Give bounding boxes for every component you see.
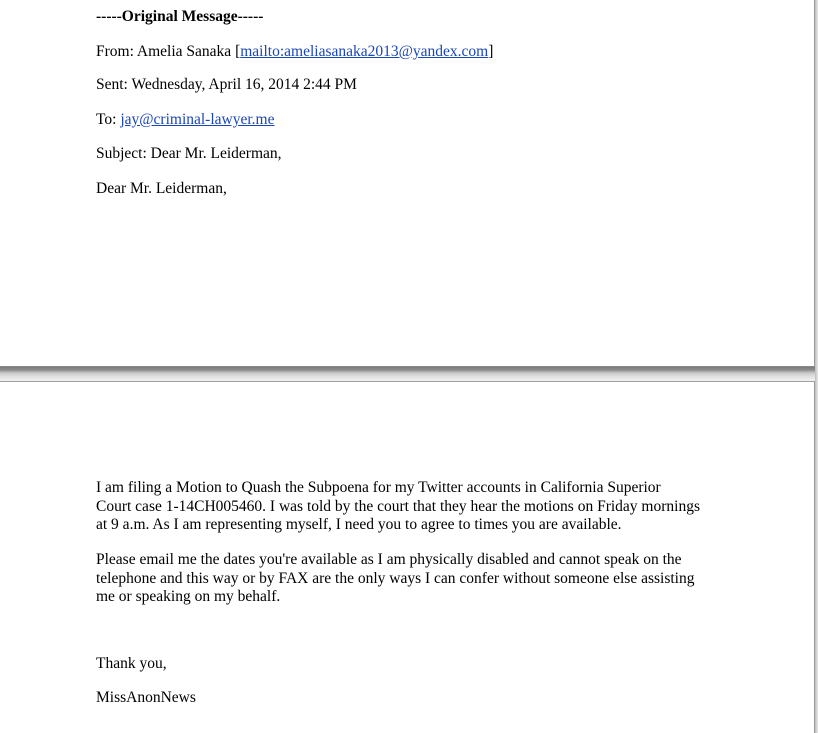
from-bracket-open: [ [235, 43, 241, 60]
from-bracket-close: ] [488, 43, 494, 60]
body-paragraph-2 [96, 551, 756, 607]
page-separator [0, 367, 818, 381]
paragraph-line: me or speaking on my behalf. [96, 588, 281, 605]
salutation: Dear Mr. Leiderman, [96, 180, 227, 197]
to-email-link[interactable]: jay@criminal-lawyer.me [120, 111, 275, 128]
body-paragraph-1 [96, 479, 756, 535]
subject-line: Subject: Dear Mr. Leiderman, [96, 145, 282, 162]
to-label: To: [96, 111, 121, 128]
document-page-2 [0, 381, 815, 733]
paragraph-line: Please email me the dates you're available as I am physically disabled and cannot speak on the [96, 551, 682, 568]
sent-line: Sent: Wednesday, April 16, 2014 2:44 PM [96, 76, 357, 93]
signature: MissAnonNews [96, 689, 196, 706]
to-line [96, 111, 274, 129]
document-page-1 [0, 0, 815, 367]
from-label: From: [96, 43, 137, 60]
closing: Thank you, [96, 655, 167, 672]
from-line [96, 43, 493, 61]
from-name: Amelia Sanaka [136, 43, 236, 60]
paragraph-line: Court case 1-14CH005460. I was told by the court that they hear the motions on Friday mornings [96, 497, 700, 515]
original-message-header: -----Original Message----- [96, 8, 264, 25]
paragraph-line: telephone and this way or by FAX are the only ways I can confer without someone else assisting [96, 569, 695, 587]
from-email-link[interactable]: mailto:ameliasanaka2013@yandex.com [240, 43, 489, 60]
paragraph-line: I am filing a Motion to Quash the Subpoena for my Twitter accounts in California Superior [96, 479, 661, 496]
paragraph-line: at 9 a.m. As I am representing myself, I need you to agree to times you are available. [96, 516, 622, 533]
